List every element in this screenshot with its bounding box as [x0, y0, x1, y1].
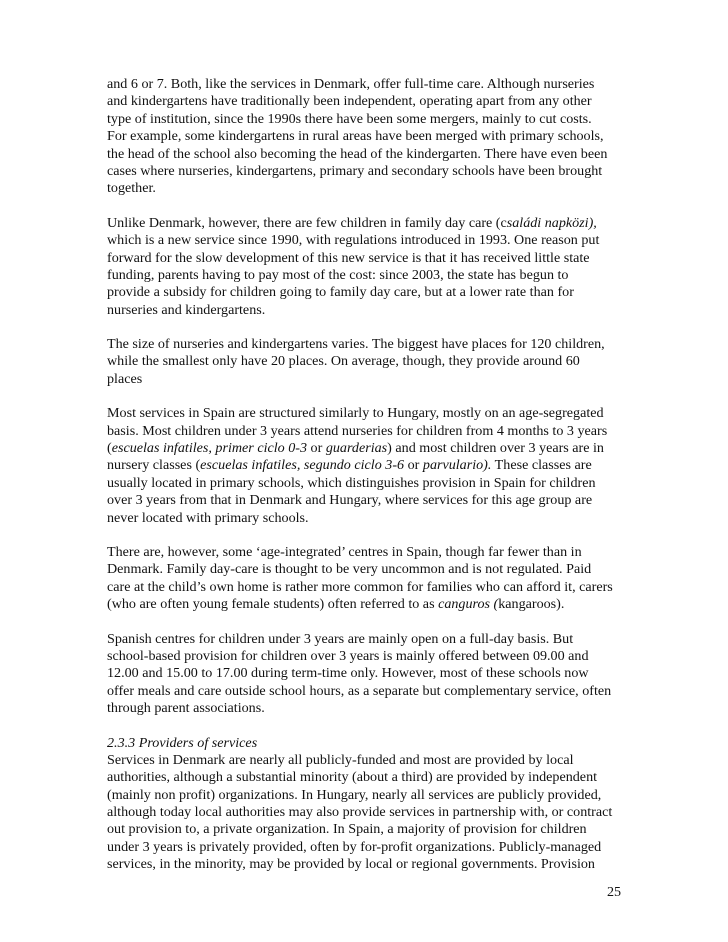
text-line — [107, 302, 627, 319]
section-2-3-3 — [107, 735, 627, 874]
text-line — [107, 561, 627, 578]
text-line — [107, 423, 627, 440]
text-line — [107, 579, 627, 596]
section-paragraph — [107, 752, 627, 874]
text-run: offer meals and care outside school hours, as a separate but complementary service, often — [107, 682, 612, 699]
text-run: Most services in Spain are structured similarly to Hungary, mostly on an age-segregated — [107, 405, 604, 422]
text-run: services, in the minority, may be provided by local or regional governments. Provision — [107, 856, 595, 873]
text-run: funding, parents having to pay most of the cost: since 2003, the state has begun to — [107, 266, 569, 283]
section-heading: 2.3.3 Providers of services — [107, 734, 258, 751]
text-line — [107, 596, 627, 613]
text-line — [107, 232, 627, 249]
text-line — [107, 665, 627, 682]
text-line — [107, 180, 627, 197]
page-number: 25 — [607, 884, 622, 900]
text-line — [107, 267, 627, 284]
italic-text: parvulario). — [422, 457, 492, 474]
text-line — [107, 631, 627, 648]
text-run: the head of the school also becoming the head of the kindergarten. There have even been — [107, 145, 608, 162]
text-run: care at the child’s own home is rather more common for families who can afford it, carers — [107, 578, 613, 595]
text-run: For example, some kindergartens in rural areas have been merged with primary schools, — [107, 128, 604, 145]
text-run: (who are often young female students) often referred to as — [107, 596, 439, 613]
text-line — [107, 93, 627, 110]
text-line — [107, 215, 627, 232]
text-run: The size of nurseries and kindergartens varies. The biggest have places for 120 children, — [107, 336, 605, 353]
page-body — [107, 76, 627, 874]
text-line — [107, 250, 627, 267]
text-run: kangaroos). — [498, 596, 565, 613]
text-run: usually located in primary schools, which distinguishes provision in Spain for children — [107, 474, 596, 491]
text-run: ( — [107, 440, 112, 457]
paragraph-p5 — [107, 544, 627, 614]
text-run: and 6 or 7. Both, like the services in Denmark, offer full-time care. Although nurseries — [107, 76, 595, 92]
text-run: basis. Most children under 3 years attend nurseries for children from 4 months to 3 years — [107, 422, 608, 439]
text-run: authorities, although a substantial minority (about a third) are provided by independent — [107, 769, 598, 786]
text-run: type of institution, since the 1990s there have been some mergers, mainly to cut costs. — [107, 110, 592, 127]
text-line — [107, 405, 627, 422]
text-line — [107, 787, 627, 804]
text-line — [107, 821, 627, 838]
text-line — [107, 111, 627, 128]
text-line — [107, 492, 627, 509]
text-run: or — [404, 457, 423, 474]
text-line — [107, 804, 627, 821]
text-run: over 3 years from that in Denmark and Hungary, where services for this age group are — [107, 492, 593, 509]
text-run: although today local authorities may also provide services in partnership with, or contract — [107, 804, 613, 821]
text-line — [107, 353, 627, 370]
text-line — [107, 440, 627, 457]
text-run: cases where nurseries, kindergartens, primary and secondary schools have been brought — [107, 162, 603, 179]
text-run: together. — [107, 180, 156, 197]
text-run: provide a subsidy for children going to family day care, but at a lower rate than for — [107, 284, 574, 301]
text-run: (mainly non profit) organizations. In Hungary, nearly all services are publicly provided, — [107, 786, 602, 803]
text-run: These classes are — [491, 457, 592, 474]
paragraph-p2 — [107, 215, 627, 319]
italic-text: escuelas infatiles, segundo ciclo 3-6 — [200, 457, 405, 474]
text-line — [107, 769, 627, 786]
text-line — [107, 284, 627, 301]
text-line — [107, 700, 627, 717]
italic-text: guarderias — [325, 440, 388, 457]
text-run: There are, however, some ‘age-integrated’ centres in Spain, though far fewer than in — [107, 543, 582, 560]
text-run: Denmark. Family day-care is thought to be very uncommon and is not regulated. Paid — [107, 561, 592, 578]
text-run: places — [107, 370, 143, 387]
paragraph-p6 — [107, 631, 627, 718]
text-run: which is a new service since 1990, with regulations introduced in 1993. One reason put — [107, 232, 600, 249]
text-run: and kindergartens have traditionally been independent, operating apart from any other — [107, 93, 592, 110]
paragraphs — [107, 76, 627, 718]
text-run: Spanish centres for children under 3 years are mainly open on a full-day basis. But — [107, 630, 574, 647]
text-line — [107, 336, 627, 353]
text-run: under 3 years is privately provided, often by for-profit organizations. Publicly-managed — [107, 838, 602, 855]
text-line — [107, 648, 627, 665]
text-line — [107, 371, 627, 388]
italic-text: canguros ( — [438, 596, 499, 613]
text-line — [107, 475, 627, 492]
text-run: ) and most children over 3 years are in — [387, 440, 604, 457]
text-run: while the smallest only have 20 places. On average, though, they provide around 60 — [107, 353, 580, 370]
text-run: 12.00 and 15.00 to 17.00 during term-time only. However, most of these schools now — [107, 665, 589, 682]
text-run: nursery classes ( — [107, 457, 201, 474]
text-run: never located with primary schools. — [107, 509, 309, 526]
text-line — [107, 76, 627, 93]
text-line — [107, 856, 627, 873]
text-run: through parent associations. — [107, 700, 265, 717]
text-run: nurseries and kindergartens. — [107, 301, 266, 318]
paragraph-p3 — [107, 336, 627, 388]
text-line — [107, 163, 627, 180]
italic-text: escuelas infatiles, primer ciclo 0-3 — [111, 440, 308, 457]
text-run: out provision to, a private organization. In Spain, a majority of provision for children — [107, 821, 587, 838]
text-line — [107, 683, 627, 700]
text-line — [107, 839, 627, 856]
text-run: or — [307, 440, 326, 457]
text-run: forward for the slow development of this new service is that it has received little state — [107, 249, 590, 266]
paragraph-p1 — [107, 76, 627, 198]
text-line — [107, 544, 627, 561]
text-line — [107, 510, 627, 527]
text-line — [107, 457, 627, 474]
paragraph-p4 — [107, 405, 627, 527]
text-run: Unlike Denmark, however, there are few children in family day care (c — [107, 214, 507, 231]
text-run: Services in Denmark are nearly all publicly-funded and most are provided by local — [107, 751, 574, 768]
text-line — [107, 146, 627, 163]
text-line — [107, 752, 627, 769]
italic-text: saládi napközi), — [506, 214, 597, 231]
text-line — [107, 128, 627, 145]
text-run: school-based provision for children over 3 years is mainly offered between 09.00 and — [107, 647, 589, 664]
